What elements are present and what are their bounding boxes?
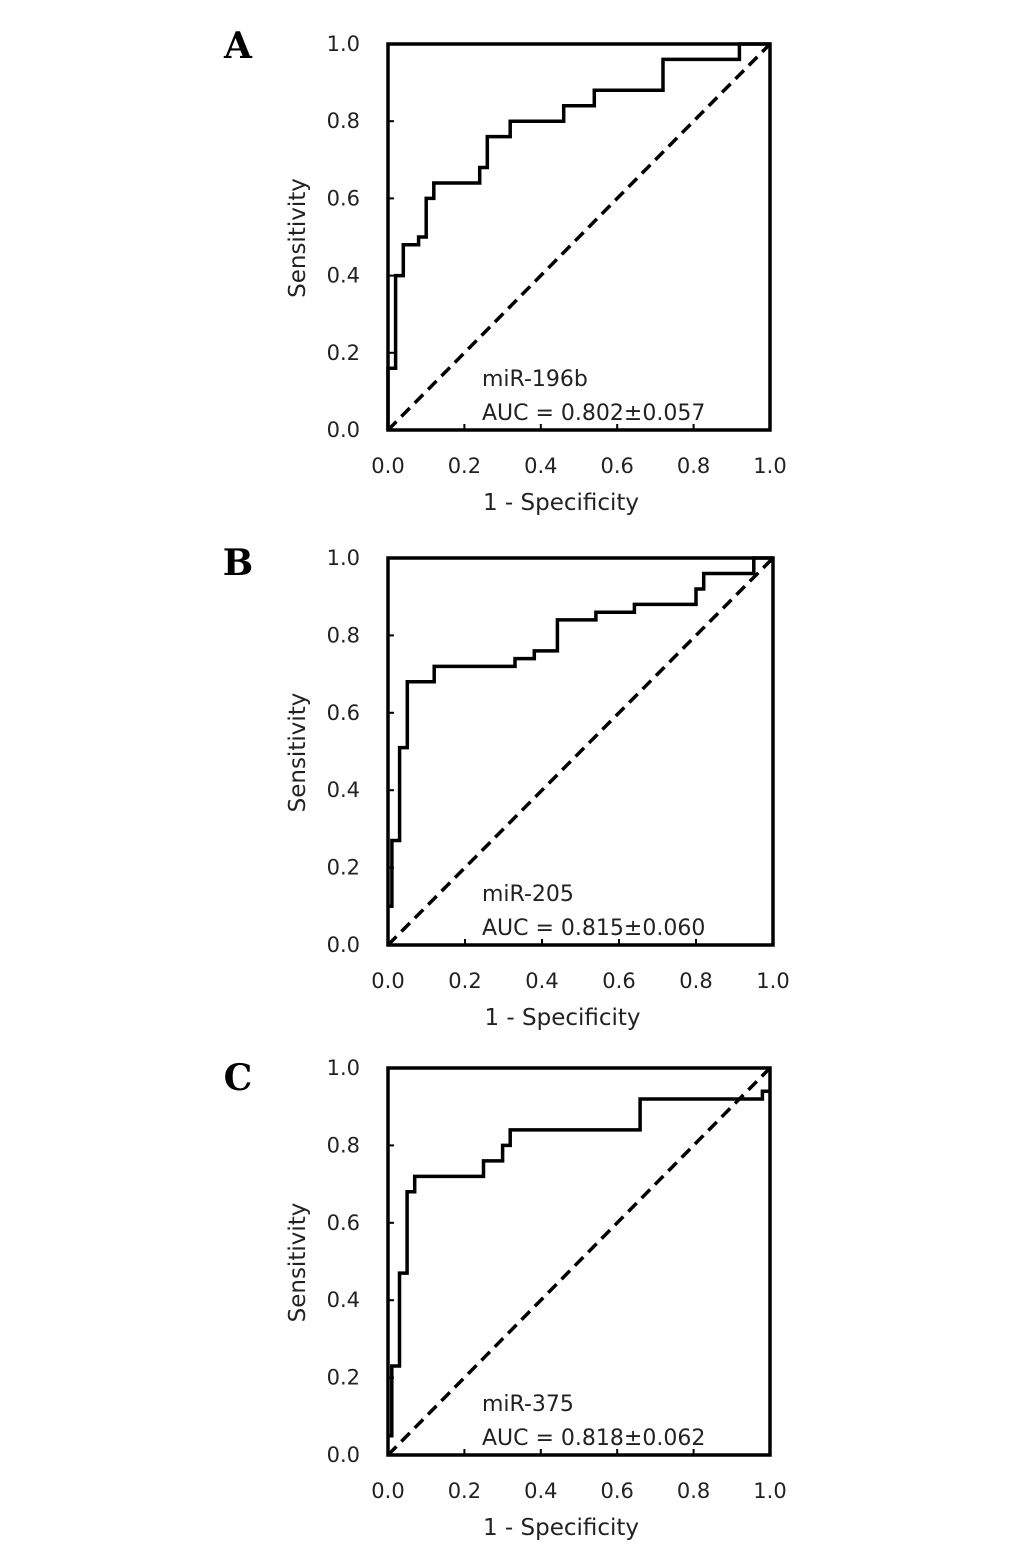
auc-label: AUC = 0.802±0.057: [482, 401, 706, 426]
x-tick-label: 1.0: [756, 969, 790, 993]
x-axis-title: 1 - Specificity: [482, 490, 640, 516]
marker-name-label: miR-196b: [482, 367, 588, 392]
x-tick-label: 0.6: [600, 454, 634, 478]
y-tick-label: 0.4: [326, 263, 360, 288]
y-tick-label: 0.4: [326, 1288, 360, 1313]
x-tick-label: 0.2: [447, 1479, 482, 1503]
y-tick-label: 0.2: [326, 340, 360, 365]
auc-label: AUC = 0.818±0.062: [482, 1426, 706, 1451]
y-tick-label: 0.2: [326, 855, 360, 880]
x-tick-label: 0.8: [676, 454, 711, 478]
roc-curve-line: [388, 558, 773, 906]
x-tick-label: 1.0: [753, 1479, 787, 1503]
y-tick-label: 0.6: [326, 1210, 360, 1235]
x-tick-label: 0.2: [448, 969, 482, 993]
marker-name-label: miR-375: [482, 1392, 574, 1417]
panel-letter: A: [224, 25, 252, 67]
x-tick-label: 0.4: [524, 454, 558, 478]
y-tick-label: 0.0: [326, 418, 360, 442]
x-axis-title: 1 - Specificity: [484, 1005, 641, 1031]
y-tick-label: 0.8: [326, 623, 360, 648]
y-axis-title: Sensitivity: [285, 692, 311, 813]
x-tick-label: 0.0: [371, 454, 405, 478]
roc-panel-b: [223, 542, 790, 1031]
x-tick-label: 0.4: [524, 1479, 558, 1503]
y-tick-label: 0.4: [326, 778, 360, 803]
y-tick-label: 0.0: [326, 933, 360, 957]
y-axis-title: Sensitivity: [285, 178, 311, 298]
y-tick-label: 0.8: [326, 1133, 360, 1158]
y-tick-label: 0.6: [326, 186, 360, 211]
roc-panel-c: [224, 1056, 787, 1541]
x-tick-label: 0.8: [679, 969, 713, 993]
x-tick-label: 0.4: [525, 969, 559, 993]
y-tick-label: 1.0: [326, 32, 360, 56]
x-axis-title: 1 - Specificity: [482, 1515, 640, 1541]
x-tick-label: 0.0: [371, 1479, 405, 1503]
x-tick-label: 0.0: [371, 969, 405, 993]
x-tick-label: 1.0: [753, 454, 787, 478]
y-tick-label: 0.6: [326, 700, 360, 725]
y-tick-label: 0.8: [326, 109, 360, 134]
reference-diagonal-line: [388, 1068, 770, 1455]
y-axis-title: Sensitivity: [285, 1202, 311, 1323]
reference-diagonal-line: [388, 558, 773, 945]
x-tick-label: 0.6: [600, 1479, 634, 1503]
y-tick-label: 0.2: [326, 1365, 360, 1390]
x-tick-label: 0.8: [676, 1479, 711, 1503]
roc-panel-a: [223, 25, 787, 516]
y-tick-label: 1.0: [326, 1056, 360, 1080]
y-tick-label: 1.0: [326, 546, 360, 570]
panel-letter: B: [222, 542, 254, 584]
panel-letter: C: [223, 1057, 253, 1099]
x-tick-label: 0.6: [602, 969, 636, 993]
marker-name-label: miR-205: [482, 882, 574, 907]
x-tick-label: 0.2: [447, 454, 482, 478]
y-tick-label: 0.0: [326, 1443, 360, 1467]
auc-label: AUC = 0.815±0.060: [482, 916, 706, 941]
